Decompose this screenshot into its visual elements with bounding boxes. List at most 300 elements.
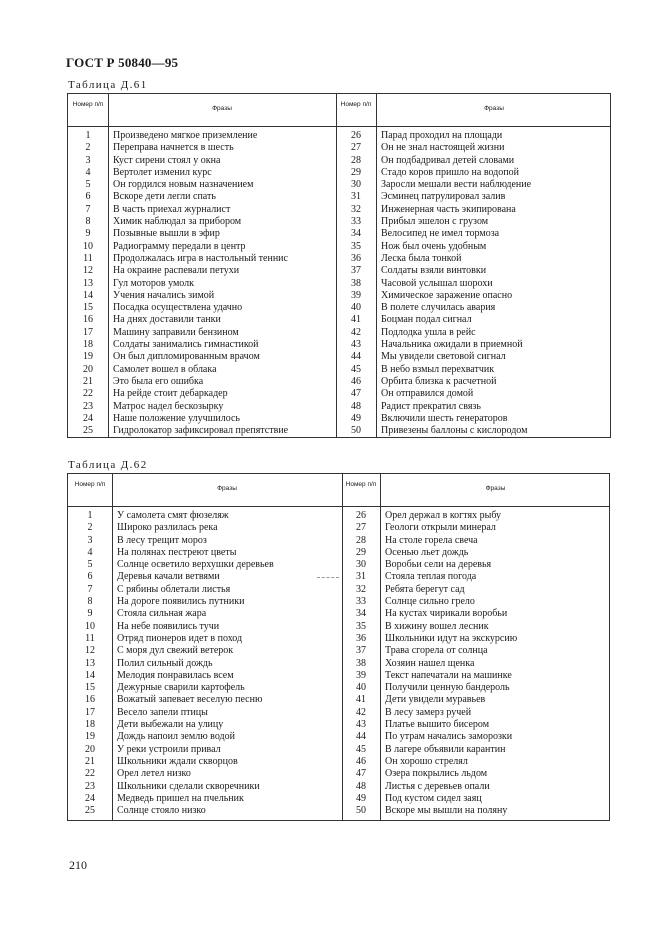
- row-number: 37: [351, 265, 361, 277]
- row-phrase: Солнце осветило верхушки деревьев: [117, 559, 274, 571]
- row-phrase: Позывные вышли в эфир: [113, 228, 220, 240]
- table-row: [68, 670, 342, 682]
- row-number: 41: [356, 694, 366, 706]
- row-phrase: Орел держал в когтях рыбу: [385, 510, 502, 521]
- table-row: [342, 621, 611, 633]
- row-number: 3: [87, 534, 93, 546]
- table-row: [342, 694, 611, 706]
- row-phrase: В часть приехал журналист: [113, 203, 231, 215]
- table-row: [342, 731, 611, 743]
- row-number: 25: [83, 425, 93, 437]
- row-phrase: Ребята берегут сад: [385, 583, 465, 595]
- row-number: 10: [85, 620, 95, 632]
- row-number: 1: [85, 130, 91, 141]
- header-divider: [68, 506, 609, 507]
- row-number: 42: [356, 706, 366, 718]
- row-number: 27: [356, 522, 366, 534]
- table-row: [336, 204, 612, 216]
- table-row: [336, 388, 612, 400]
- row-phrase: Мелодия понравилась всем: [117, 669, 234, 681]
- row-number: 33: [351, 216, 361, 228]
- table-row: [336, 142, 612, 154]
- table-row: [342, 547, 611, 559]
- row-number: 2: [85, 142, 91, 154]
- row-phrase: Стояла теплая погода: [385, 571, 477, 583]
- row-number: 45: [351, 363, 361, 375]
- row-phrase: Радист прекратил связь: [381, 400, 481, 412]
- row-number: 7: [87, 583, 93, 595]
- table-row: [68, 216, 336, 228]
- row-phrase: Медведь пришел на пчельник: [117, 792, 244, 804]
- row-phrase: Листья с деревьев опали: [385, 780, 490, 792]
- row-phrase: Куст сирени стоял у окна: [113, 154, 221, 166]
- table-row: [68, 535, 342, 547]
- row-number: 25: [85, 805, 95, 817]
- row-number: 18: [83, 339, 93, 351]
- table-row: [342, 805, 611, 817]
- row-phrase: Деревья качали ветвями: [117, 571, 220, 583]
- row-phrase: Переправа начнется в шесть: [113, 142, 234, 154]
- row-phrase: На окраине распевали петухи: [113, 265, 240, 277]
- row-phrase: На дороге появились путники: [117, 596, 245, 608]
- row-number: 24: [85, 792, 95, 804]
- table-row: [68, 707, 342, 719]
- table-row: [336, 278, 612, 290]
- row-phrase: В полете случилась авария: [381, 302, 496, 314]
- row-number: 28: [351, 154, 361, 166]
- row-phrase: Химик наблюдал за прибором: [113, 216, 242, 228]
- row-number: 20: [83, 363, 93, 375]
- row-number: 22: [85, 768, 95, 780]
- row-phrase: Он отправился домой: [381, 388, 474, 400]
- table-row: [68, 682, 342, 694]
- row-number: 35: [356, 620, 366, 632]
- table-row: [68, 547, 342, 559]
- table-row: [336, 425, 612, 437]
- row-number: 16: [83, 314, 93, 326]
- table-row: [68, 559, 342, 571]
- row-phrase: На рейде стоит дебаркадер: [113, 388, 228, 400]
- row-number: 39: [356, 669, 366, 681]
- table-row: [336, 179, 612, 191]
- row-number: 44: [351, 351, 361, 363]
- row-number: 35: [351, 240, 361, 252]
- table-row: [68, 327, 336, 339]
- table-row: [68, 290, 336, 302]
- row-number: 21: [83, 375, 93, 387]
- row-number: 5: [87, 559, 93, 571]
- row-number: 46: [356, 755, 366, 767]
- row-phrase: Это была его ошибка: [113, 375, 204, 387]
- row-phrase: Инженерная часть экипирована: [381, 203, 516, 215]
- row-phrase: На столе горела свеча: [385, 534, 478, 546]
- row-number: 13: [85, 657, 95, 669]
- table-row: [68, 314, 336, 326]
- table-row: [68, 596, 342, 608]
- left-rows: [68, 510, 342, 817]
- row-number: 48: [351, 400, 361, 412]
- table-row: [342, 719, 611, 731]
- row-phrase: Он был дипломированным врачом: [113, 351, 260, 363]
- row-number: 10: [83, 240, 93, 252]
- table-row: [336, 265, 612, 277]
- row-number: 37: [356, 645, 366, 657]
- row-phrase: Дежурные сварили картофель: [117, 682, 245, 694]
- header-divider: [68, 126, 610, 127]
- table-row: [336, 327, 612, 339]
- row-number: 9: [85, 228, 91, 240]
- row-phrase: Получили ценную бандероль: [385, 682, 510, 694]
- row-number: 50: [351, 425, 361, 437]
- table-row: [336, 253, 612, 265]
- table-row: [336, 351, 612, 363]
- row-phrase: Школьники ждали скворцов: [117, 755, 238, 767]
- table-row: [336, 241, 612, 253]
- table-row: [342, 756, 611, 768]
- row-phrase: У реки устроили привал: [117, 743, 221, 755]
- row-phrase: Радиограмму передали в центр: [113, 240, 246, 252]
- table-row: [68, 522, 342, 534]
- table-row: [336, 339, 612, 351]
- row-number: 21: [85, 755, 95, 767]
- table-row: [342, 793, 611, 805]
- table-row: [342, 535, 611, 547]
- row-number: 6: [85, 191, 91, 203]
- row-phrase: Нож был очень удобным: [381, 240, 487, 252]
- table-row: [68, 645, 342, 657]
- row-number: 47: [351, 388, 361, 400]
- row-number: 11: [85, 632, 95, 644]
- row-number: 34: [351, 228, 361, 240]
- row-number: 32: [356, 583, 366, 595]
- table-row: [68, 694, 342, 706]
- row-number: 14: [83, 289, 93, 301]
- row-number: 14: [85, 669, 95, 681]
- row-number: 36: [351, 252, 361, 264]
- row-phrase: Озера покрылись льдом: [385, 768, 488, 780]
- row-phrase: Текст напечатали на машинке: [385, 669, 512, 681]
- row-number: 38: [351, 277, 361, 289]
- row-phrase: В лагере объявили карантин: [385, 743, 506, 755]
- row-phrase: Стадо коров пришло на водопой: [381, 166, 519, 178]
- column-header-phrases: Фразы: [484, 105, 504, 112]
- phrase-table: [67, 93, 611, 438]
- table-row: [336, 191, 612, 203]
- table-row: [68, 413, 336, 425]
- row-number: 29: [356, 546, 366, 558]
- row-phrase: Солдаты занимались гимнастикой: [113, 339, 259, 351]
- row-phrase: Дождь напоил землю водой: [117, 731, 235, 743]
- row-number: 13: [83, 277, 93, 289]
- table-row: [342, 559, 611, 571]
- row-phrase: Леска была тонкой: [381, 252, 462, 264]
- row-phrase: Эсминец патрулировал залив: [381, 191, 506, 203]
- row-number: 8: [85, 216, 91, 228]
- row-phrase: В хижину вошел лесник: [385, 620, 489, 632]
- table-row: [68, 204, 336, 216]
- table-row: [336, 364, 612, 376]
- row-phrase: Гул моторов умолк: [113, 277, 195, 289]
- row-phrase: Отряд пионеров идет в поход: [117, 632, 243, 644]
- column-header-number: Номер п/п: [74, 481, 106, 488]
- row-number: 27: [351, 142, 361, 154]
- column-header-phrases: Фразы: [212, 105, 232, 112]
- table-row: [342, 658, 611, 670]
- table-row: [68, 155, 336, 167]
- table-row: [68, 401, 336, 413]
- table-row: [342, 510, 611, 522]
- row-number: 43: [356, 719, 366, 731]
- row-number: 15: [83, 302, 93, 314]
- table-row: [342, 633, 611, 645]
- row-phrase: Велосипед не имел тормоза: [381, 228, 500, 240]
- row-phrase: Под кустом сидел заяц: [385, 792, 482, 804]
- table-row: [68, 388, 336, 400]
- table-row: [342, 781, 611, 793]
- table-row: [68, 608, 342, 620]
- table-row: [342, 522, 611, 534]
- row-phrase: Машину заправили бензином: [113, 326, 239, 338]
- table-row: [68, 756, 342, 768]
- row-number: 29: [351, 166, 361, 178]
- right-rows: [336, 130, 612, 437]
- row-phrase: Геологи открыли минерал: [385, 522, 496, 534]
- row-phrase: Воробьи сели на деревья: [385, 559, 492, 571]
- row-phrase: Прибыл эшелон с грузом: [381, 216, 489, 228]
- row-number: 11: [83, 252, 93, 264]
- table-row: [342, 768, 611, 780]
- table-row: [336, 314, 612, 326]
- row-phrase: С рябины облетали листья: [117, 583, 231, 595]
- table-row: [68, 278, 336, 290]
- row-phrase: В лесу замерз ручей: [385, 706, 472, 718]
- table-row: [68, 228, 336, 240]
- row-phrase: Учения начались зимой: [113, 289, 215, 301]
- row-phrase: Продолжалась игра в настольный теннис: [113, 252, 288, 264]
- row-number: 26: [351, 130, 361, 141]
- row-phrase: Мы увидели световой сигнал: [381, 351, 506, 363]
- row-phrase: Он хорошо стрелял: [385, 755, 468, 767]
- table-row: [336, 228, 612, 240]
- table-row: [68, 253, 336, 265]
- row-phrase: Наше положение улучшилось: [113, 412, 240, 424]
- table-row: [68, 510, 342, 522]
- table-row: [68, 302, 336, 314]
- row-number: 16: [85, 694, 95, 706]
- table-row: [336, 302, 612, 314]
- row-phrase: С моря дул свежий ветерок: [117, 645, 234, 657]
- row-phrase: Включили шесть генераторов: [381, 412, 508, 424]
- table-row: [68, 179, 336, 191]
- table-row: [342, 707, 611, 719]
- column-header-number: Номер п/п: [72, 101, 104, 108]
- row-number: 12: [85, 645, 95, 657]
- row-number: 19: [85, 731, 95, 743]
- row-phrase: Орел летел низко: [117, 768, 191, 780]
- row-phrase: Дети увидели муравьев: [385, 694, 486, 706]
- row-phrase: Трава сгорела от солнца: [385, 645, 488, 657]
- table-row: [68, 781, 342, 793]
- table-row: [68, 658, 342, 670]
- row-phrase: Школьники сделали скворечники: [117, 780, 260, 792]
- row-phrase: Солдаты взяли винтовки: [381, 265, 487, 277]
- row-number: 12: [83, 265, 93, 277]
- row-phrase: На небе появились тучи: [117, 620, 220, 632]
- row-number: 41: [351, 314, 361, 326]
- table-row: [342, 596, 611, 608]
- row-phrase: Матрос надел бескозырку: [113, 400, 224, 412]
- table-row: [336, 290, 612, 302]
- table-caption: Таблица Д.61: [68, 79, 148, 91]
- table-row: [68, 731, 342, 743]
- column-header-number: Номер п/п: [340, 101, 372, 108]
- row-phrase: Дети выбежали на улицу: [117, 719, 224, 731]
- row-number: 43: [351, 339, 361, 351]
- table-row: [342, 584, 611, 596]
- column-header-phrases: Фразы: [217, 485, 237, 492]
- table-row: [342, 744, 611, 756]
- table-row: [68, 621, 342, 633]
- row-phrase: У самолета смят фюзеляж: [117, 510, 229, 521]
- row-phrase: Посадка осуществлена удачно: [113, 302, 243, 314]
- table-row: [68, 191, 336, 203]
- row-number: 5: [85, 179, 91, 191]
- row-phrase: Подлодка ушла в рейс: [381, 326, 476, 338]
- row-phrase: Вскоре мы вышли на поляну: [385, 805, 508, 817]
- table-row: [68, 167, 336, 179]
- row-phrase: Солнце стояло низко: [117, 805, 206, 817]
- row-number: 19: [83, 351, 93, 363]
- phrase-table: [67, 473, 610, 821]
- row-number: 31: [351, 191, 361, 203]
- row-phrase: Широко разлилась река: [117, 522, 218, 534]
- row-number: 17: [83, 326, 93, 338]
- row-number: 36: [356, 632, 366, 644]
- table-caption: Таблица Д.62: [68, 459, 148, 471]
- table-row: [68, 241, 336, 253]
- table-row: [68, 719, 342, 731]
- row-number: 38: [356, 657, 366, 669]
- row-phrase: Полил сильный дождь: [117, 657, 213, 669]
- document-header: ГОСТ Р 50840—95: [66, 55, 179, 70]
- row-phrase: По утрам начались заморозки: [385, 731, 513, 743]
- row-number: 48: [356, 780, 366, 792]
- table-row: [336, 155, 612, 167]
- row-phrase: В лесу трещит мороз: [117, 534, 207, 546]
- row-number: 24: [83, 412, 93, 424]
- row-number: 42: [351, 326, 361, 338]
- row-number: 46: [351, 375, 361, 387]
- table-row: [68, 339, 336, 351]
- scan-mark: [317, 577, 339, 578]
- table-row: [68, 571, 342, 583]
- row-phrase: Часовой услышал шорохи: [381, 277, 493, 289]
- row-number: 6: [87, 571, 93, 583]
- row-number: 31: [356, 571, 366, 583]
- row-phrase: Парад проходил на площади: [381, 130, 503, 141]
- table-row: [342, 571, 611, 583]
- row-number: 15: [85, 682, 95, 694]
- table-row: [68, 425, 336, 437]
- row-number: 22: [83, 388, 93, 400]
- table-row: [342, 670, 611, 682]
- row-number: 3: [85, 154, 91, 166]
- row-number: 30: [356, 559, 366, 571]
- row-number: 50: [356, 805, 366, 817]
- column-header-number: Номер п/п: [345, 481, 377, 488]
- row-number: 40: [351, 302, 361, 314]
- row-phrase: На днях доставили танки: [113, 314, 221, 326]
- table-row: [342, 608, 611, 620]
- row-number: 7: [85, 203, 91, 215]
- table-row: [68, 768, 342, 780]
- table-row: [336, 401, 612, 413]
- row-number: 26: [356, 510, 366, 521]
- table-row: [68, 376, 336, 388]
- row-number: 23: [85, 780, 95, 792]
- row-number: 47: [356, 768, 366, 780]
- row-number: 39: [351, 289, 361, 301]
- row-phrase: На кустах чирикали воробьи: [385, 608, 508, 620]
- row-phrase: Он подбадривал детей словами: [381, 154, 515, 166]
- table-row: [68, 793, 342, 805]
- row-number: 32: [351, 203, 361, 215]
- row-phrase: Солнце сильно грело: [385, 596, 475, 608]
- table-row: [342, 682, 611, 694]
- row-number: 45: [356, 743, 366, 755]
- row-number: 17: [85, 706, 95, 718]
- table-row: [68, 364, 336, 376]
- row-phrase: Вожатый запевает веселую песню: [117, 694, 263, 706]
- row-phrase: Весело запели птицы: [117, 706, 208, 718]
- right-rows: [342, 510, 611, 817]
- row-phrase: Стояла сильная жара: [117, 608, 207, 620]
- row-number: 40: [356, 682, 366, 694]
- row-number: 8: [87, 596, 93, 608]
- row-number: 28: [356, 534, 366, 546]
- row-phrase: Привезены баллоны с кислородом: [381, 425, 528, 437]
- table-row: [68, 633, 342, 645]
- row-number: 4: [85, 166, 91, 178]
- table-row: [342, 645, 611, 657]
- table-row: [68, 744, 342, 756]
- row-phrase: Боцман подал сигнал: [381, 314, 472, 326]
- table-row: [68, 142, 336, 154]
- table-row: [336, 130, 612, 142]
- row-phrase: Гидролокатор зафиксировал препятствие: [113, 425, 289, 437]
- row-number: 49: [351, 412, 361, 424]
- row-phrase: Вертолет изменил курс: [113, 166, 212, 178]
- row-phrase: Химическое заражение опасно: [381, 289, 513, 301]
- row-phrase: Школьники идут на экскурсию: [385, 632, 518, 644]
- row-number: 23: [83, 400, 93, 412]
- row-number: 9: [87, 608, 93, 620]
- row-phrase: Осенью льет дождь: [385, 546, 469, 558]
- row-number: 34: [356, 608, 366, 620]
- row-phrase: Орбита близка к расчетной: [381, 375, 497, 387]
- table-row: [336, 376, 612, 388]
- row-number: 30: [351, 179, 361, 191]
- row-number: 4: [87, 546, 93, 558]
- column-header-phrases: Фразы: [485, 485, 506, 492]
- row-phrase: Платье вышито бисером: [385, 719, 490, 731]
- row-number: 2: [87, 522, 93, 534]
- table-row: [336, 216, 612, 228]
- table-row: [68, 265, 336, 277]
- row-phrase: Самолет вошел в облака: [113, 363, 217, 375]
- row-phrase: Заросли мешали вести наблюдение: [381, 179, 532, 191]
- row-number: 18: [85, 719, 95, 731]
